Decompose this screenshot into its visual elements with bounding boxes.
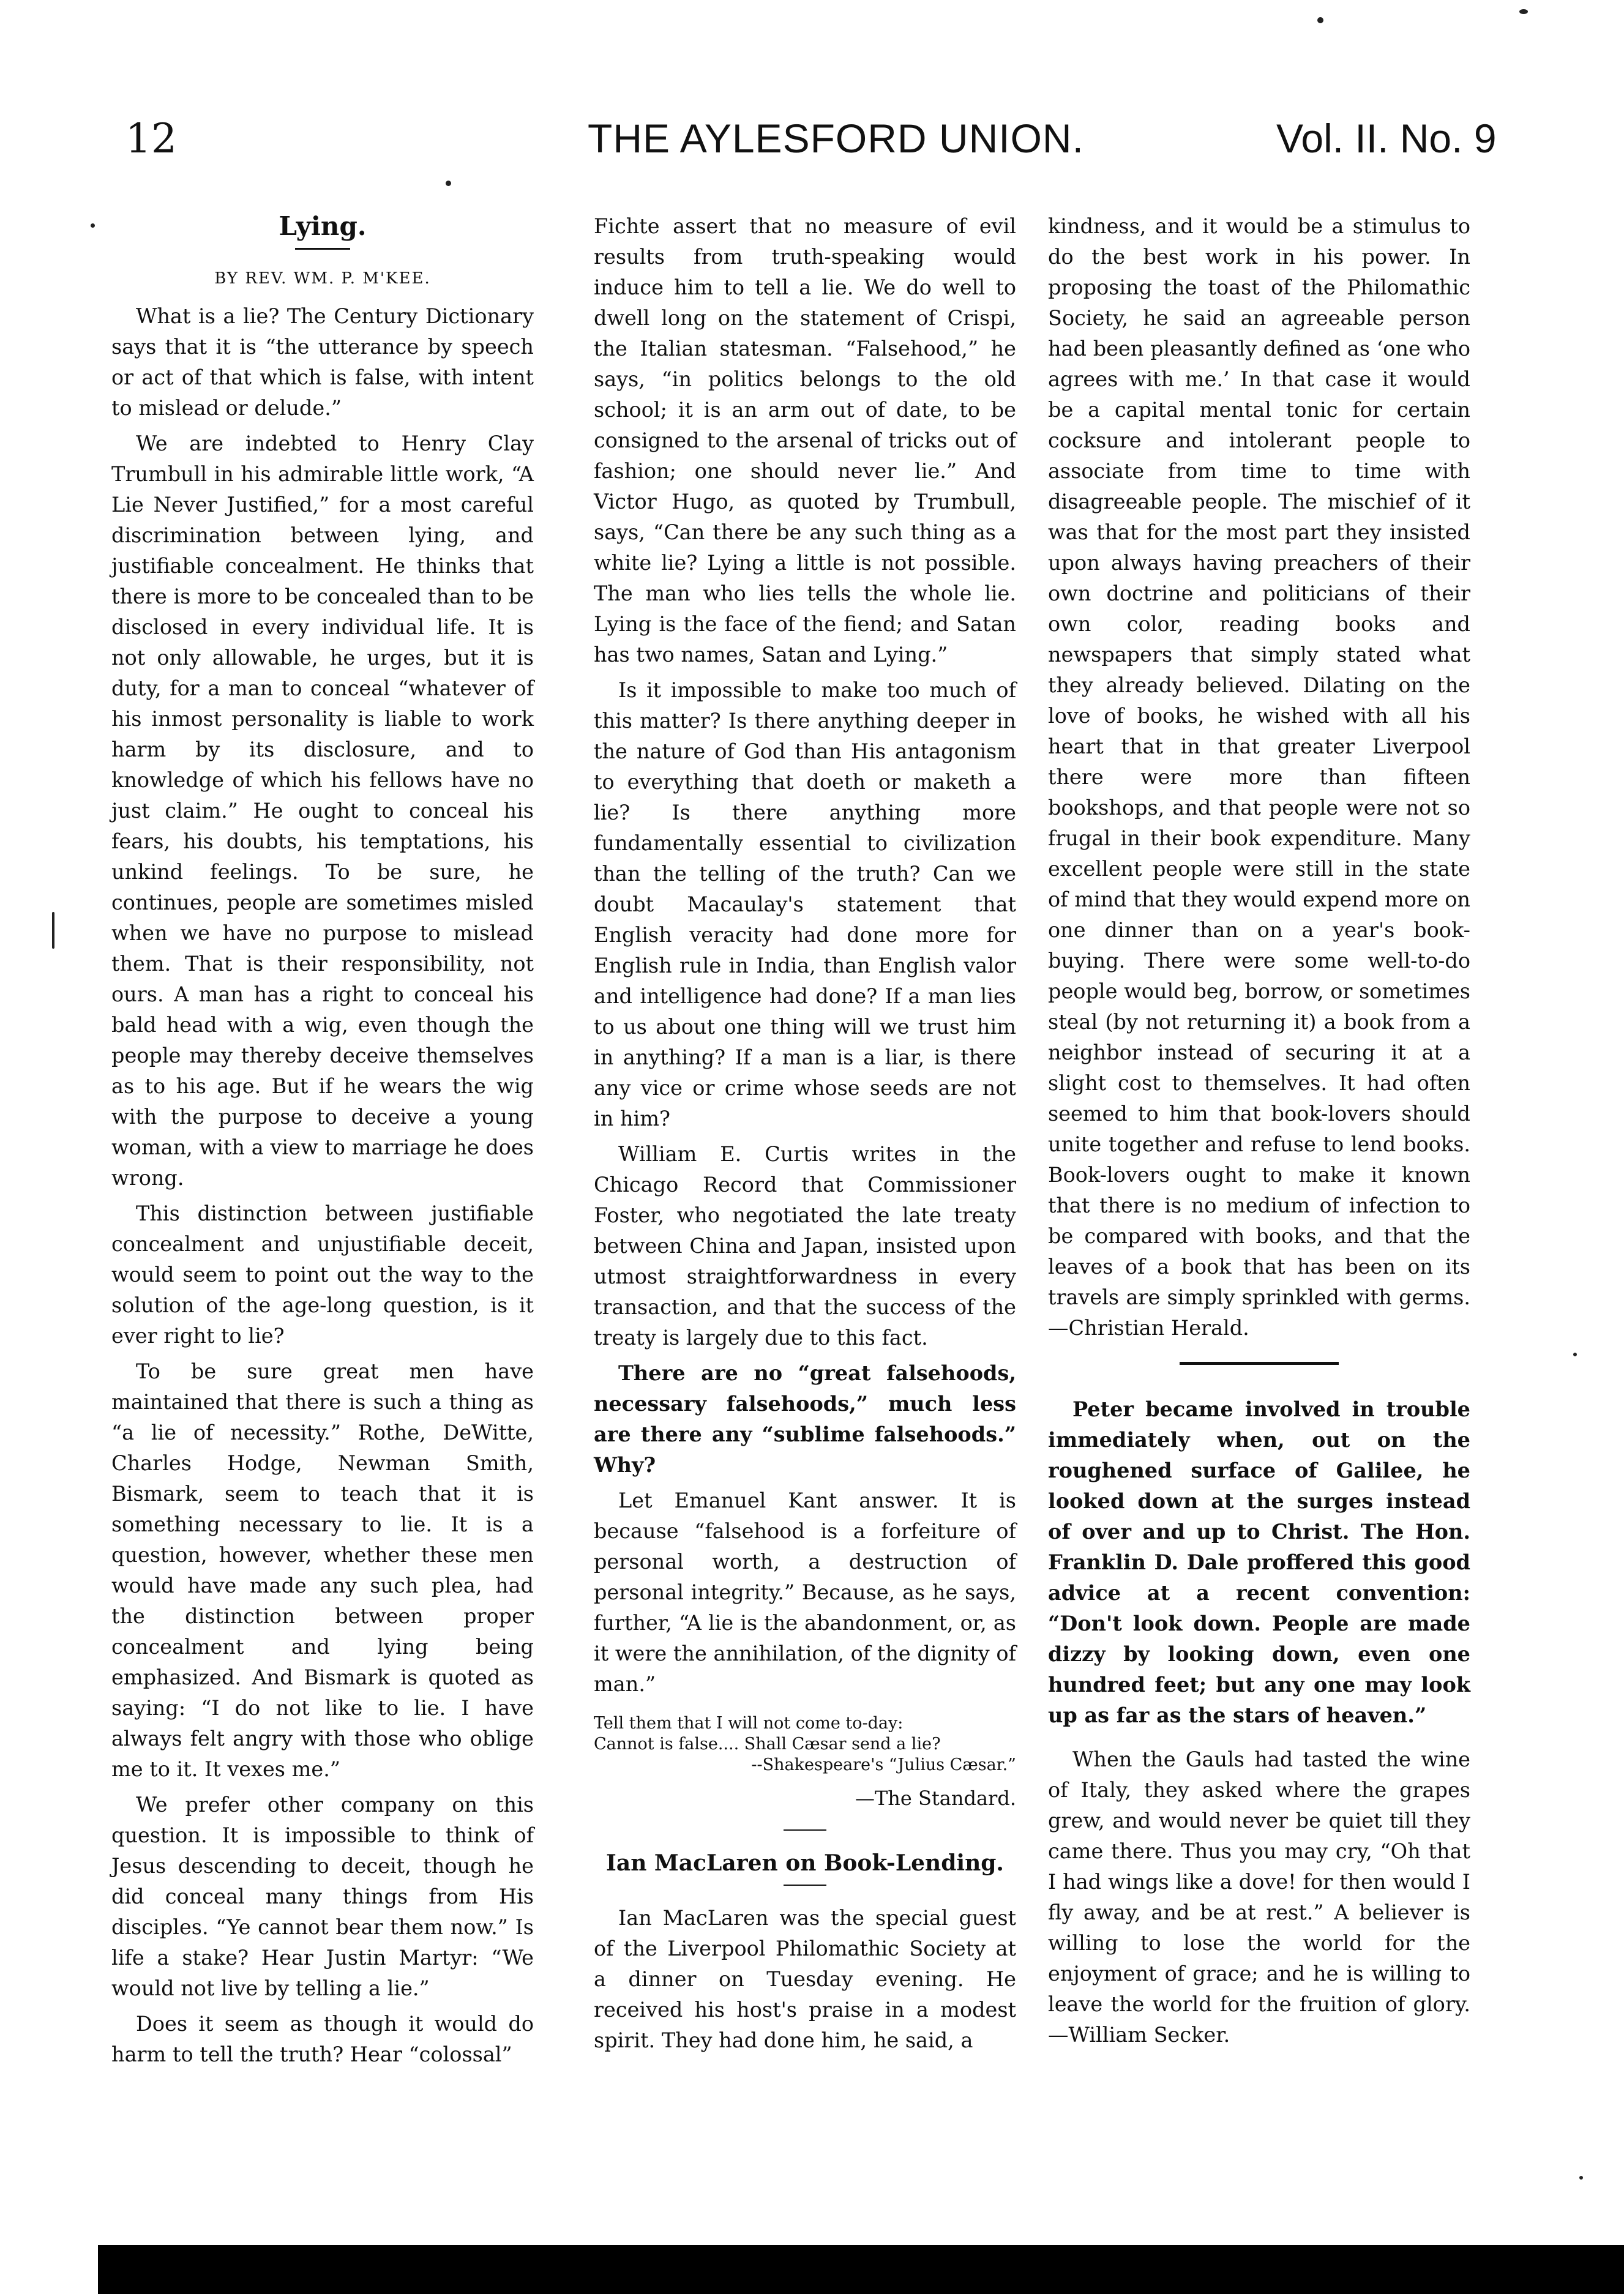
paragraph: What is a lie? The Century Dictionary says that it is “the utterance by speech or act of that which is false, with intent to mislead or delude.” (111, 304, 534, 420)
scan-speck (1317, 17, 1323, 23)
verse-line: Tell them that I will not come to-day: (594, 1714, 904, 1733)
paragraph: kindness, and it would be a stimulus to do the best work in his power. In proposing the toast of the Philomathic Society, he said an agreeable person had been pleasantly defined as ‘one who agrees with me.’ In that case it would be a capital mental tonic for certain cocksure and intolerant people to associate from time to time with disagreeable people. The mischief of it was that for the most part they insisted upon always having preachers of their own doctrine and politicians of their own color, reading books and newspapers that simply stated what they already believed. Dilating on the love of books, he wished with all his heart that in that greater Liverpool there were more than fifteen bookshops, and that people were not so frugal in their book expenditure. Many excellent people were still in the state of mind that they would expend more on one dinner than on a year's book-buying. There were some well-to-do people would beg, borrow, or sometimes steal (by not returning it) a book from a neighbor instead of securing it at a slight cost to themselves. It had often seemed to him that book-lovers should unite together and refuse to lend books. Book-lovers ought to make it known that there is no medium of infection to be compared with books, and that the leaves of a book that has been on its travels are simply sprinkled with germs.—Christian Herald. (1048, 214, 1470, 1340)
title-rule (295, 248, 350, 250)
scan-speck (1519, 9, 1528, 14)
article-divider (1180, 1362, 1339, 1365)
paragraph: Peter became involved in trouble immediately when, out on the roughened surface of Galilee, he looked down at the surges instead of over and up to Christ. The Hon. Franklin D. Dale proffered this good advice at a recent convention: “Don't look down. People are made dizzy by looking down, even one hundred feet; but any one may look up as far as the stars of heaven.” (1048, 1397, 1470, 1727)
paragraph: When the Gauls had tasted the wine of Italy, they asked where the grapes grew, and would never be quiet till they came there. Thus you may cry, “Oh that I had wings like a dove! for then would I fly away, and be at rest.” A believer is willing to lose the world for the enjoyment of grace; and he is willing to leave the world for the fruition of glory.—William Secker. (1048, 1747, 1470, 2047)
column-2 (594, 211, 1016, 2061)
scan-speck (52, 912, 54, 949)
verse-attribution: --Shakespeare's “Julius Cæsar.” (751, 1755, 1016, 1774)
paragraph: There are no “great falsehoods, necessary falsehoods,” much less are there any “sublime falsehoods.” Why? (594, 1361, 1016, 1477)
newspaper-title: THE AYLESFORD UNION. (588, 116, 1084, 161)
paragraph: Let Emanuel Kant answer. It is because “falsehood is a forfeiture of personal worth, a destruction of personal integrity.” Because, as he says, further, “A lie is the abandonment, or, as it were the annihilation, of the dignity of man.” (594, 1489, 1016, 1696)
column-3 (1048, 211, 1470, 2055)
scan-speck (1573, 1353, 1577, 1356)
article-credit: —The Standard. (855, 1787, 1016, 1810)
scan-edge-bar (98, 2245, 1624, 2294)
article-title-lying: Lying. (279, 211, 367, 241)
title-rule (784, 1885, 826, 1886)
scan-speck (1579, 2176, 1583, 2180)
article-divider (784, 1829, 826, 1831)
paragraph: William E. Curtis writes in the Chicago Record that Commissioner Foster, who negotiated the late treaty between China and Japan, insisted upon utmost straightforwardness in every transaction, and that the success of the treaty is largely due to this fact. (594, 1142, 1016, 1350)
column-1 (111, 211, 534, 2075)
paragraph: To be sure great men have maintained that there is such a thing as “a lie of necessity.” Rothe, DeWitte, Charles Hodge, Newman Smith, Bismark, seem to teach that it is something necessary to lie. It is a question, however, whether these men would have made any such plea, had the distinction between proper concealment and lying being emphasized. And Bismark is quoted as saying: “I do not like to lie. I have always felt angry with those who oblige me to it. It vexes me.” (111, 1359, 534, 1781)
scan-speck (91, 223, 95, 228)
article-title-book-lending: Ian MacLaren on Book-Lending. (606, 1850, 1004, 1876)
verse-line: Cannot is false.... Shall Cæsar send a lie? (594, 1735, 941, 1754)
volume-number: Vol. II. No. 9 (1276, 116, 1497, 161)
page-number: 12 (125, 115, 177, 162)
scan-speck (446, 181, 451, 186)
masthead (0, 115, 1624, 176)
paragraph: This distinction between justifiable concealment and unjustifiable deceit, would seem to point out the way to the solution of the age-long question, is it ever right to lie? (111, 1201, 534, 1348)
paragraph: We are indebted to Henry Clay Trumbull in his admirable little work, “A Lie Never Justified,” for a most careful discrimination between lying, and justifiable concealment. He thinks that there is more to be concealed than to be disclosed in every individual life. It is not only allowable, he urges, but it is duty, for a man to conceal “whatever of his inmost personality is liable to work harm by its disclosure, and to knowledge of which his fellows have no just claim.” He ought to conceal his fears, his doubts, his temptations, his unkind feelings. To be sure, he continues, people are sometimes misled when we have no purpose to mislead them. That is their responsibility, not ours. A man has a right to conceal his bald head with a wig, even though the people may thereby deceive themselves as to his age. But if he wears the wig with the purpose to deceive a young woman, with a view to marriage he does wrong. (111, 432, 534, 1190)
paragraph: We prefer other company on this question. It is impossible to think of Jesus descending to deceit, though he did conceal many things from His disciples. “Ye cannot bear them now.” Is life a stake? Hear Justin Martyr: “We would not live by telling a lie.” (111, 1793, 534, 2000)
paragraph: Is it impossible to make too much of this matter? Is there anything deeper in the nature of God than His antagonism to everything that doeth or maketh a lie? Is there anything more fundamentally essential to civilization than the telling of the truth? Can we doubt Macaulay's statement that English veracity had done more for English rule in India, than English valor and intelligence had done? If a man lies to us about one thing will we trust him in anything? If a man is a liar, is there any vice or crime whose seeds are not in him? (594, 678, 1016, 1130)
paragraph: Fichte assert that no measure of evil results from truth-speaking would induce him to tell a lie. We do well to dwell long on the statement of Crispi, the Italian statesman. “Falsehood,” he says, “in politics belongs to the old school; it is an arm out of date, to be consigned to the arsenal of tricks out of fashion; one should never lie.” And Victor Hugo, as quoted by Trumbull, says, “Can there be any such thing as a white lie? Lying a little is not possible. The man who lies tells the whole lie. Lying is the face of the fiend; and Satan has two names, Satan and Lying.” (594, 214, 1016, 667)
paragraph: Ian MacLaren was the special guest of the Liverpool Philomathic Society at a dinner on Tuesday evening. He received his host's praise in a modest spirit. They had done him, he said, a (594, 1906, 1016, 2052)
article-byline: BY REV. WM. P. M'KEE. (214, 269, 431, 288)
paragraph: Does it seem as though it would do harm to tell the truth? Hear “colossal” (111, 2012, 534, 2066)
